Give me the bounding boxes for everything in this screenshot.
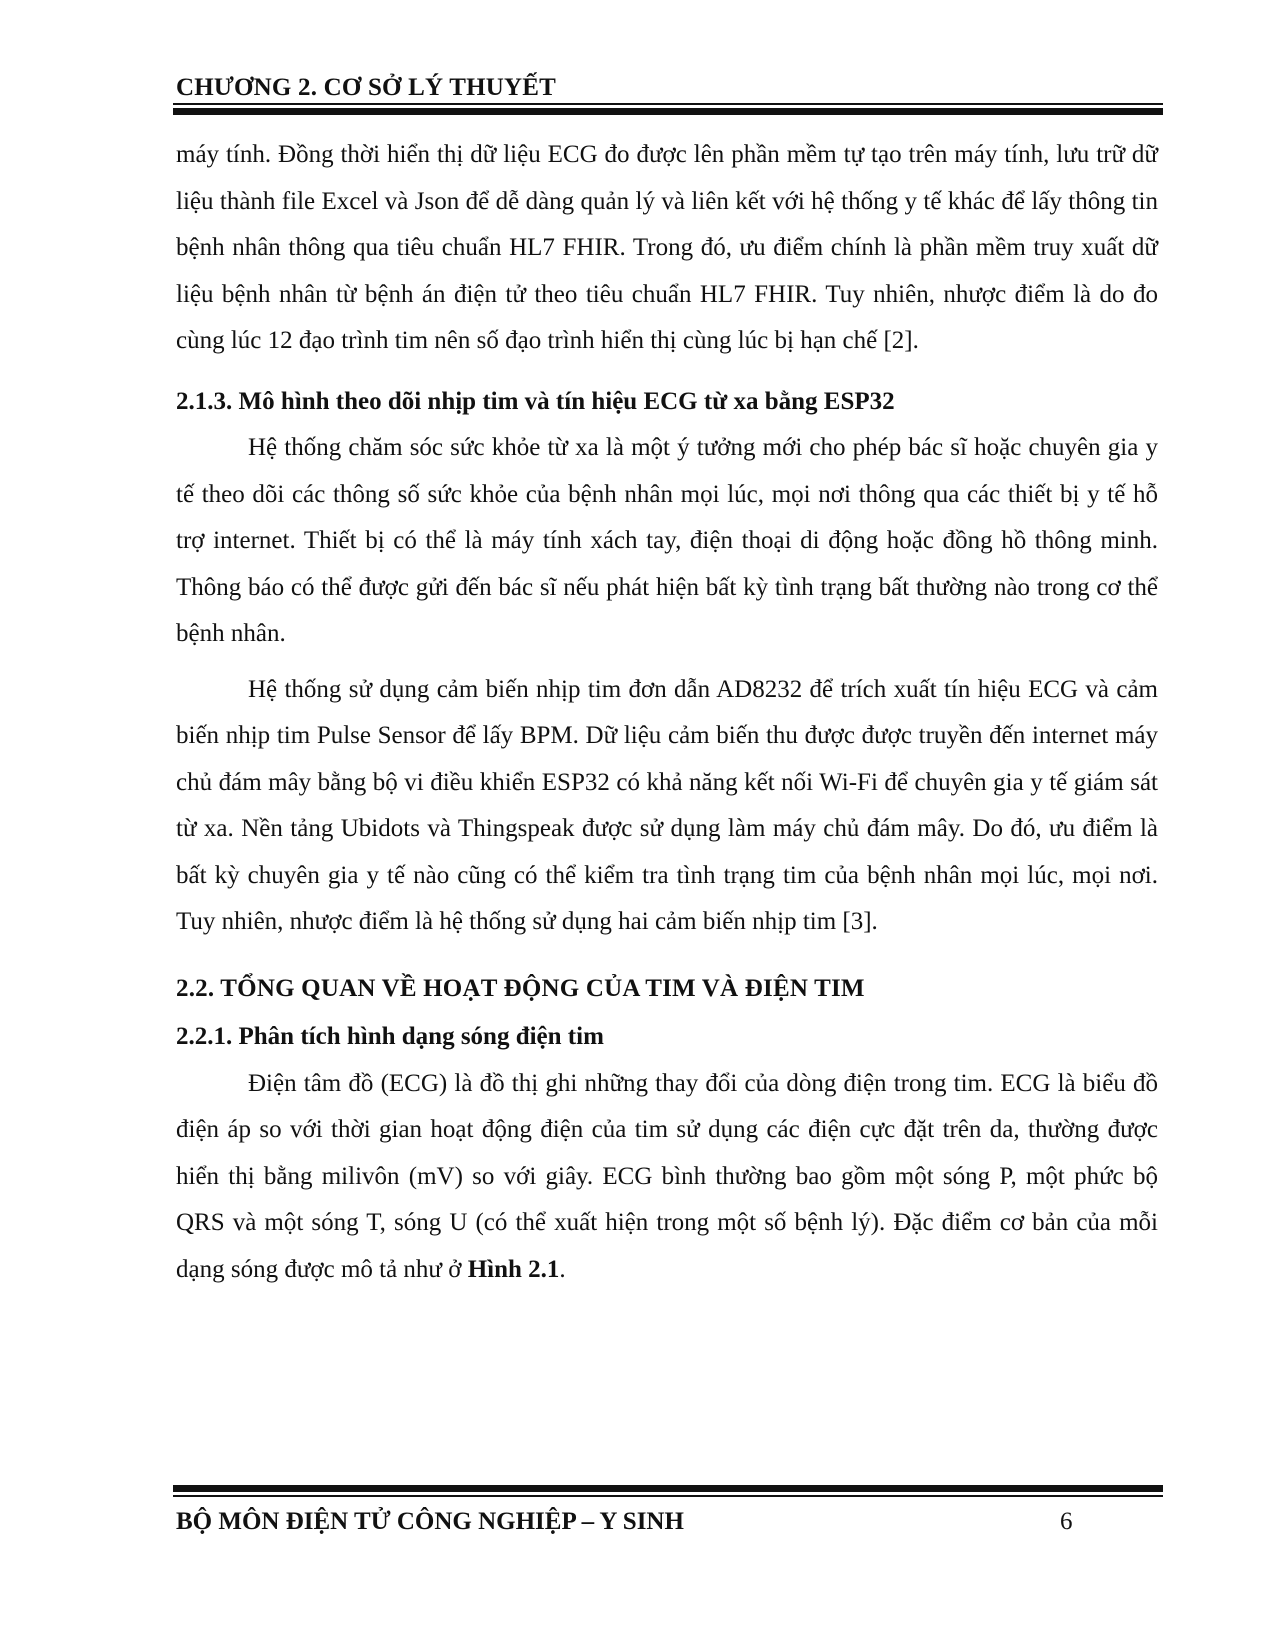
section-heading-2-1-3: 2.1.3. Mô hình theo dõi nhịp tim và tín hiệu ECG từ xa bằng ESP32	[176, 387, 895, 415]
footer-rule-thin	[173, 1495, 1163, 1497]
paragraph-4	[176, 1061, 1158, 1294]
paragraph-4-text: Điện tâm đồ (ECG) là đồ thị ghi những thay đổi của dòng điện trong tim. ECG là biểu đồ điện áp so với thời gian hoạt động điện của tim sử dụng các điện cực đặt trên da, thường được hiển thị bằng milivôn (mV) so với giây. ECG bình thường bao gồm một sóng P, một phức bộ QRS và một sóng T, sóng U (có thể xuất hiện trong một số bệnh lý). Đặc điểm cơ bản của mỗi dạng sóng được mô tả như ở	[176, 1069, 1158, 1283]
page-number: 6	[1060, 1508, 1073, 1535]
paragraph-4-end: .	[559, 1255, 566, 1283]
footer-department: BỘ MÔN ĐIỆN TỬ CÔNG NGHIỆP – Y SINH	[176, 1508, 684, 1535]
paragraph-3: Hệ thống sử dụng cảm biến nhịp tim đơn dẫn AD8232 để trích xuất tín hiệu ECG và cảm biến nhịp tim Pulse Sensor để lấy BPM. Dữ liệu cảm biến thu được được truyền đến internet máy chủ đám mây bằng bộ vi điều khiển ESP32 có khả năng kết nối Wi-Fi để chuyên gia y tế giám sát từ xa. Nền tảng Ubidots và Thingspeak được sử dụng làm máy chủ đám mây. Do đó, ưu điểm là bất kỳ chuyên gia y tế nào cũng có thể kiểm tra tình trạng tim của bệnh nhân mọi lúc, mọi nơi. Tuy nhiên, nhược điểm là hệ thống sử dụng hai cảm biến nhịp tim [3].	[176, 675, 1158, 935]
section-heading-2-2-1: 2.2.1. Phân tích hình dạng sóng điện tim	[176, 1023, 604, 1050]
header-rule-thick	[173, 108, 1163, 115]
paragraph-1: máy tính. Đồng thời hiển thị dữ liệu ECG đo được lên phần mềm tự tạo trên máy tính, lưu trữ dữ liệu thành file Excel và Json để dễ dàng quản lý và liên kết với hệ thống y tế khác để lấy thông tin bệnh nhân thông qua tiêu chuẩn HL7 FHIR. Trong đó, ưu điểm chính là phần mềm truy xuất dữ liệu bệnh nhân từ bệnh án điện tử theo tiêu chuẩn HL7 FHIR. Tuy nhiên, nhược điểm là do đo cùng lúc 12 đạo trình tim nên số đạo trình hiển thị cùng lúc bị hạn chế [2].	[176, 141, 1158, 354]
section-heading-2-2: 2.2. TỔNG QUAN VỀ HOẠT ĐỘNG CỦA TIM VÀ ĐIỆN TIM	[176, 974, 865, 1002]
figure-reference: Hình 2.1	[467, 1255, 560, 1283]
header-rule-thin	[173, 103, 1163, 105]
chapter-header-title: CHƯƠNG 2. CƠ SỞ LÝ THUYẾT	[176, 74, 557, 101]
page-body	[176, 132, 1158, 1293]
paragraph-2: Hệ thống chăm sóc sức khỏe từ xa là một ý tưởng mới cho phép bác sĩ hoặc chuyên gia y tế theo dõi các thông số sức khỏe của bệnh nhân mọi lúc, mọi nơi thông qua các thiết bị y tế hỗ trợ internet. Thiết bị có thể là máy tính xách tay, điện thoại di động hoặc đồng hồ thông minh. Thông báo có thể được gửi đến bác sĩ nếu phát hiện bất kỳ tình trạng bất thường nào trong cơ thể bệnh nhân.	[176, 434, 1158, 647]
footer-rule-thick	[173, 1485, 1163, 1492]
